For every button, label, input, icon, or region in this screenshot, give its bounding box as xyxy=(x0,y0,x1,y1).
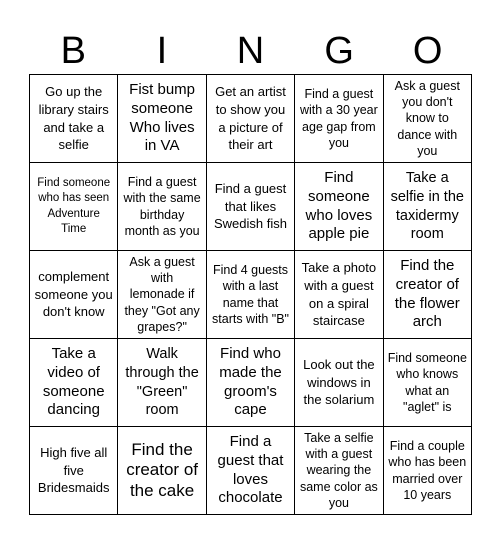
bingo-cell xyxy=(384,339,472,427)
bingo-cell xyxy=(384,427,472,515)
cell-text: Look out the windows in the solarium xyxy=(303,357,375,408)
cell-text: Go up the library stairs and take a selfie xyxy=(38,84,109,153)
bingo-cell xyxy=(30,163,118,251)
cell-text: Find someone who loves apple pie xyxy=(305,169,373,243)
bingo-cell xyxy=(295,339,383,427)
bingo-cell xyxy=(30,251,118,339)
header-letter-g: G xyxy=(324,30,354,72)
bingo-header xyxy=(29,28,472,74)
cell-text: Take a photo with a guest on a spiral staircase xyxy=(301,260,377,329)
cell-text: Find a guest that likes Swedish fish xyxy=(214,181,287,232)
bingo-cell xyxy=(30,339,118,427)
bingo-cell xyxy=(295,427,383,515)
cell-text: Find someone who knows what an "aglet" is xyxy=(387,351,467,414)
bingo-cell xyxy=(118,427,206,515)
bingo-cell xyxy=(118,251,206,339)
cell-text: Find 4 guests with a last name that starts with "B" xyxy=(212,263,289,326)
header-letter-n: N xyxy=(236,30,265,72)
bingo-cell xyxy=(118,75,206,163)
header-letter-i: I xyxy=(156,30,168,72)
cell-text: High five all five Bridesmaids xyxy=(37,445,110,496)
cell-text: Take a selfie in the taxidermy room xyxy=(390,170,464,243)
bingo-cell xyxy=(295,75,383,163)
bingo-cell xyxy=(30,75,118,163)
bingo-cell xyxy=(118,163,206,251)
cell-text: Fist bump someone Who lives in VA xyxy=(129,81,196,155)
bingo-cell xyxy=(295,163,383,251)
header-letter-b: B xyxy=(60,30,86,72)
cell-text: Find a guest with the same birthday month as you xyxy=(123,175,201,238)
header-letter-o: O xyxy=(412,30,443,72)
bingo-board xyxy=(29,74,472,515)
cell-text: Ask a guest you don't know to dance with you xyxy=(394,78,460,158)
cell-text: Find a guest with a 30 year age gap from you xyxy=(299,87,378,150)
cell-text: Ask a guest with lemonade if they "Got any grapes?" xyxy=(124,254,200,334)
cell-text: Find a guest that loves chocolate xyxy=(217,433,284,507)
cell-text: Take a video of someone dancing xyxy=(42,345,105,419)
bingo-cell xyxy=(207,163,295,251)
cell-text: Find someone who has seen Adventure Time xyxy=(37,177,111,235)
cell-text: Find a couple who has been married over 10 years xyxy=(388,439,467,502)
bingo-cell xyxy=(118,339,206,427)
cell-text: Find the creator of the cake xyxy=(126,439,198,500)
cell-text: Walk through the "Green" room xyxy=(125,346,199,419)
cell-text: Take a selfie with a guest wearing the same color as you xyxy=(299,430,378,510)
bingo-cell xyxy=(295,251,383,339)
bingo-cell xyxy=(384,75,472,163)
cell-text: Get an artist to show you a picture of their art xyxy=(215,84,286,153)
bingo-cell xyxy=(207,339,295,427)
bingo-cell xyxy=(207,75,295,163)
cell-text: complement someone you don't know xyxy=(34,269,113,320)
bingo-cell xyxy=(207,427,295,515)
cell-text: Find who made the groom's cape xyxy=(219,345,282,419)
bingo-cell xyxy=(384,251,472,339)
bingo-cell xyxy=(384,163,472,251)
bingo-cell xyxy=(207,251,295,339)
bingo-cell xyxy=(30,427,118,515)
cell-text: Find the creator of the flower arch xyxy=(394,257,460,331)
